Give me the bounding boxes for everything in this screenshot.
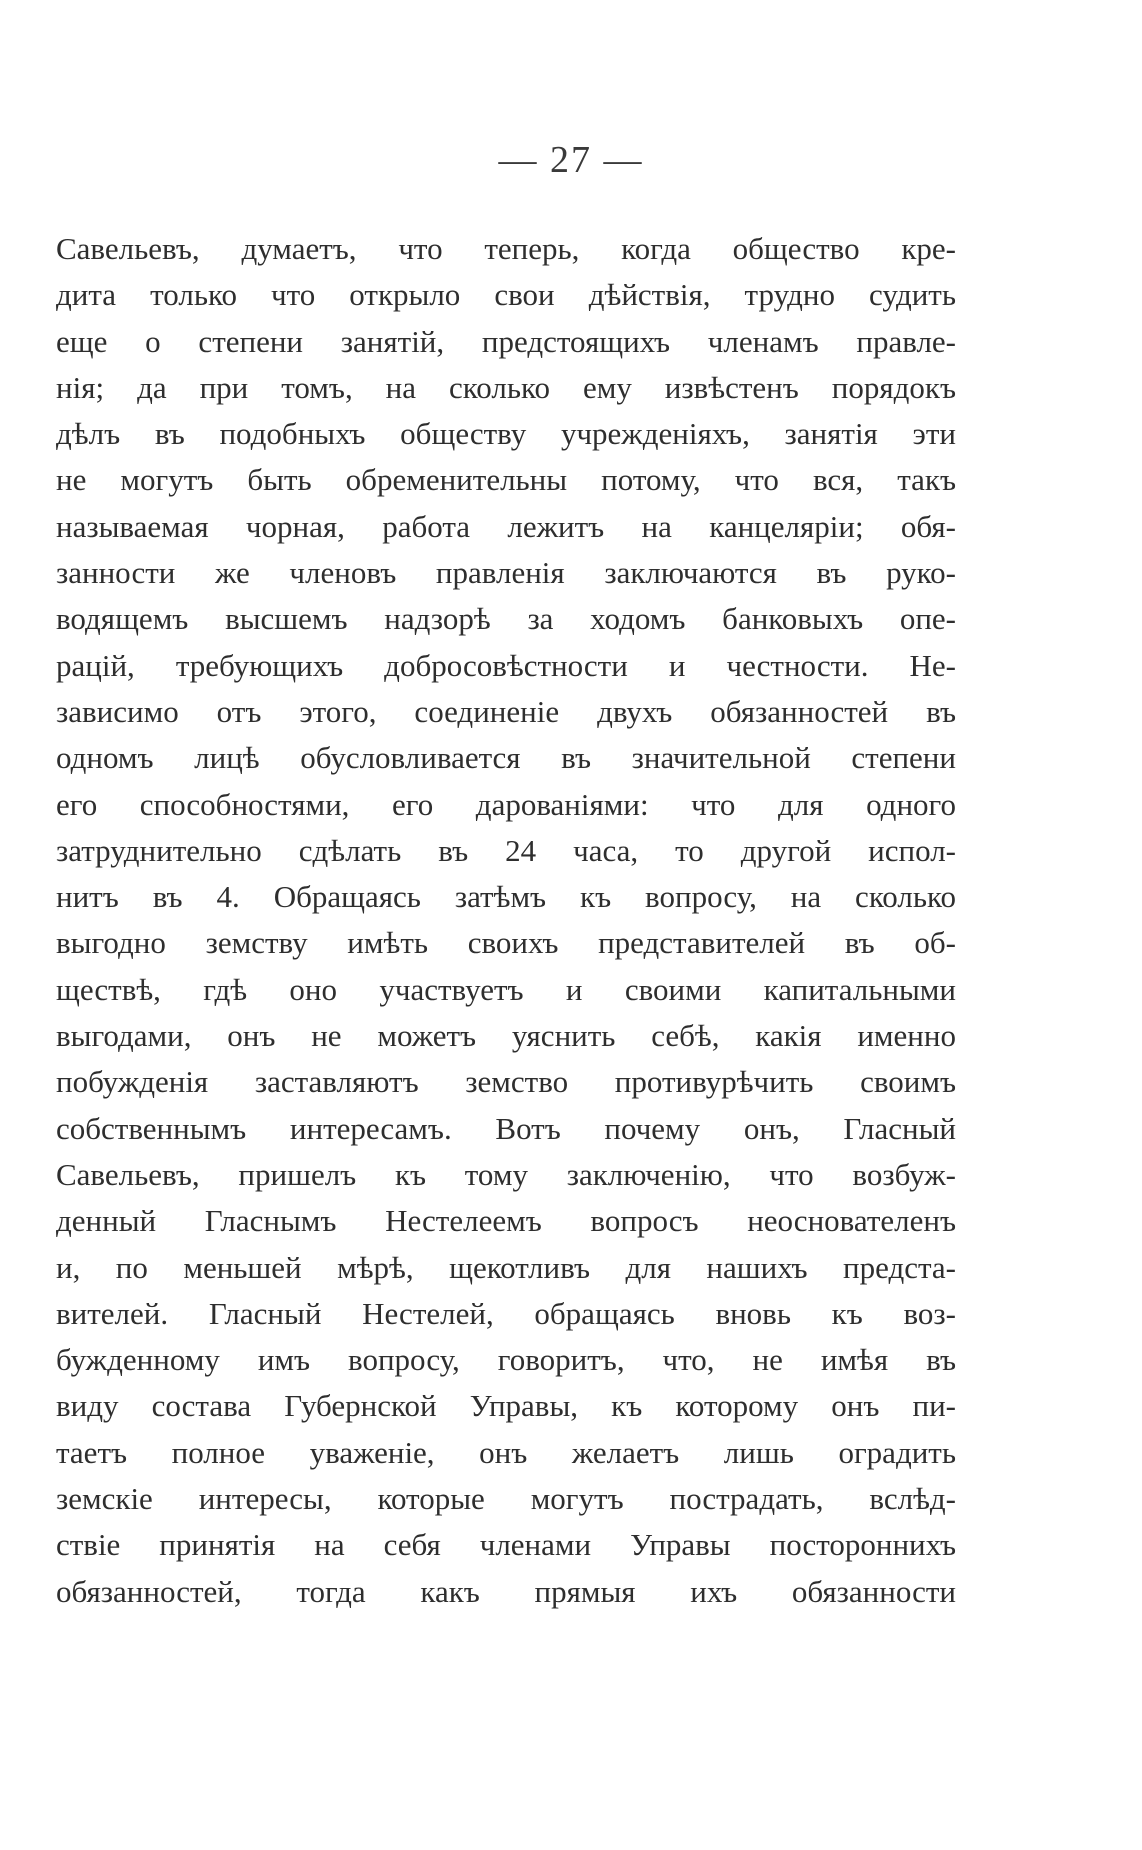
text-line: таетъ полное уваженіе, онъ желаетъ лишь оградить (56, 1434, 956, 1470)
text-line: и, по меньшей мѣрѣ, щекотливъ для нашихъ предста- (56, 1249, 956, 1285)
text-line: еще о степени занятій, предстоящихъ членамъ правле- (56, 323, 956, 359)
text-line: занности же членовъ правленія заключаются въ руко- (56, 555, 956, 591)
text-line: называемая чорная, работа лежитъ на канцеляріи; обя- (56, 508, 956, 544)
text-line: зависимо отъ этого, соединеніе двухъ обязанностей въ (56, 693, 956, 729)
text-line: собственнымъ интересамъ. Вотъ почему онъ, Гласный (56, 1110, 956, 1146)
text-line: одномъ лицѣ обусловливается въ значительной степени (56, 740, 956, 776)
text-line: земскіе интересы, которые могутъ пострадать, вслѣд- (56, 1481, 956, 1517)
text-line: нія; да при томъ, на сколько ему извѣстенъ порядокъ (56, 369, 956, 405)
text-line: Савельевъ, думаетъ, что теперь, когда общество кре- (56, 231, 956, 266)
text-line: выгодами, онъ не можетъ уяснить себѣ, какія именно (56, 1018, 956, 1054)
text-line: рацій, требующихъ добросовѣстности и честности. Не- (56, 647, 956, 683)
text-line: вителей. Гласный Нестелей, обращаясь вновь къ воз- (56, 1295, 956, 1331)
text-line: обязанностей, тогда какъ прямыя ихъ обязанности (56, 1573, 956, 1609)
text-line: Савельевъ, пришелъ къ тому заключенію, что возбуж- (56, 1156, 956, 1192)
text-line: дита только что открыло свои дѣйствія, трудно судить (56, 277, 956, 313)
text-line: водящемъ высшемъ надзорѣ за ходомъ банковыхъ опе- (56, 601, 956, 637)
text-line: ществѣ, гдѣ оно участвуетъ и своими капитальными (56, 971, 956, 1007)
body-text (56, 226, 956, 1615)
page-number: — 27 — (498, 139, 644, 181)
text-line: не могутъ быть обременительны потому, что вся, такъ (56, 462, 956, 498)
text-line: денный Гласнымъ Нестелеемъ вопросъ неоснователенъ (56, 1203, 956, 1239)
text-line: выгодно земству имѣть своихъ представителей въ об- (56, 925, 956, 961)
text-line: виду состава Губернской Управы, къ которому онъ пи- (56, 1388, 956, 1424)
text-line: нитъ въ 4. Обращаясь затѣмъ къ вопросу, на сколько (56, 879, 956, 915)
text-line: его способностями, его дарованіями: что для одного (56, 786, 956, 822)
text-line: затруднительно сдѣлать въ 24 часа, то другой испол- (56, 832, 956, 868)
text-line: ствіе принятія на себя членами Управы постороннихъ (56, 1527, 956, 1563)
text-line: бужденному имъ вопросу, говоритъ, что, не имѣя въ (56, 1342, 956, 1378)
text-line: дѣлъ въ подобныхъ обществу учрежденіяхъ, занятія эти (56, 416, 956, 452)
text-line: побужденія заставляютъ земство противурѣчить своимъ (56, 1064, 956, 1100)
